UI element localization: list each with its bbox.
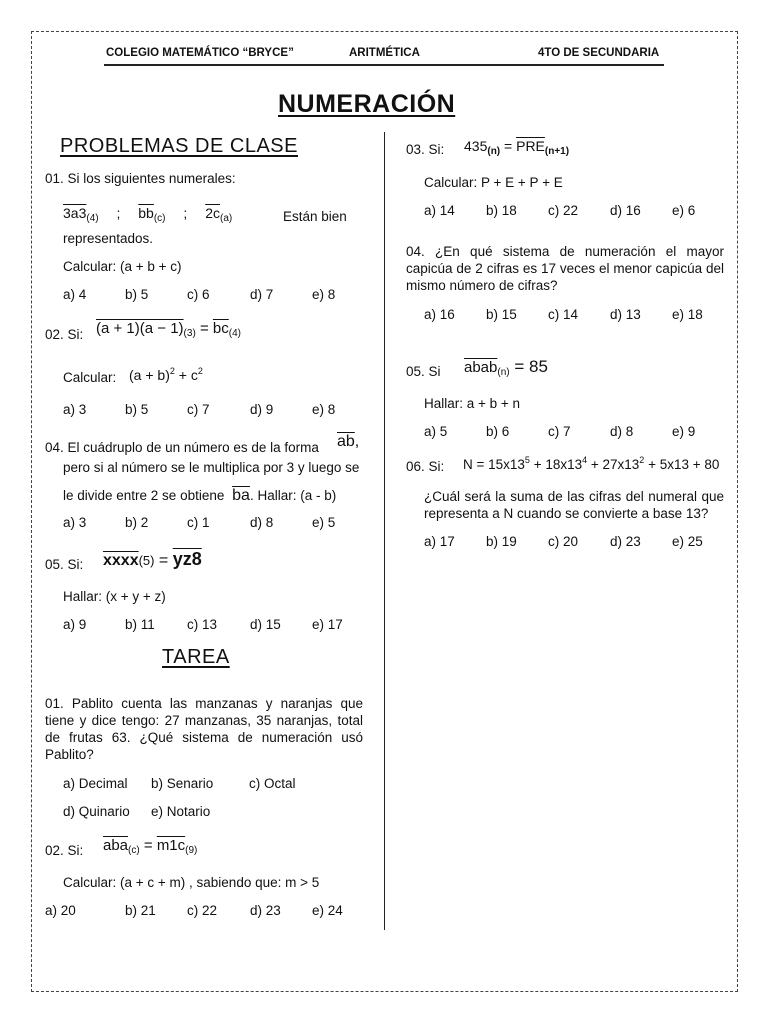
grade-level: 4TO DE SECUNDARIA bbox=[538, 47, 660, 59]
p03-opt-a: a) 14 bbox=[424, 203, 455, 218]
p02-opt-b: b) 5 bbox=[125, 402, 149, 417]
p04-opt-d: d) 8 bbox=[250, 515, 274, 530]
pr05-opt-d: d) 8 bbox=[610, 424, 634, 439]
header-rule bbox=[104, 64, 664, 66]
pr04-opt-a: a) 16 bbox=[424, 307, 455, 322]
p06-opt-e: e) 25 bbox=[672, 534, 703, 549]
p06-opt-a: a) 17 bbox=[424, 534, 455, 549]
pr05-opt-c: c) 7 bbox=[548, 424, 571, 439]
problem-02-calc: Calcular: bbox=[63, 370, 117, 385]
p02-opt-e: e) 8 bbox=[312, 402, 336, 417]
p02-opt-a: a) 3 bbox=[63, 402, 87, 417]
p01-opt-b: b) 5 bbox=[125, 287, 149, 302]
problem-01-tail: Están bien bbox=[283, 209, 347, 224]
p04-opt-a: a) 3 bbox=[63, 515, 87, 530]
p02-opt-c: c) 7 bbox=[187, 402, 210, 417]
h01-opt-d: d) Quinario bbox=[63, 804, 130, 819]
p05-opt-e: e) 17 bbox=[312, 617, 343, 632]
p01-opt-a: a) 4 bbox=[63, 287, 87, 302]
p04-opt-e: e) 5 bbox=[312, 515, 336, 530]
problem-02-calc-expr: $(a + b)^2 + c^2$ bbox=[129, 366, 203, 383]
problem-05-find: Hallar: (x + y + z) bbox=[63, 589, 166, 604]
p01-opt-e: e) 8 bbox=[312, 287, 336, 302]
pr05-opt-a: a) 5 bbox=[424, 424, 448, 439]
school-name: COLEGIO MATEMÁTICO “BRYCE” bbox=[106, 47, 294, 59]
h02-opt-d: d) 23 bbox=[250, 903, 281, 918]
h02-opt-b: b) 21 bbox=[125, 903, 156, 918]
problem-06-label: 06. Si: bbox=[406, 459, 445, 474]
p01-opt-c: c) 6 bbox=[187, 287, 210, 302]
p04-opt-c: c) 1 bbox=[187, 515, 210, 530]
problem-03-calc: Calcular: P + E + P + E bbox=[424, 175, 563, 190]
problem-04-line1: 04. El cuádruplo de un número es de la forma bbox=[45, 440, 319, 455]
p04-opt-b: b) 2 bbox=[125, 515, 149, 530]
homework-02-label: 02. Si: bbox=[45, 843, 84, 858]
section-class-problems: PROBLEMAS DE CLASE bbox=[60, 135, 298, 157]
section-homework: TAREA bbox=[162, 646, 230, 668]
problem-03-label: 03. Si: bbox=[406, 142, 445, 157]
problem-r05-label: 05. Si bbox=[406, 364, 441, 379]
problem-02-expr: $(a + 1)(a - 1)_{(3)} = \overline{bc}_{(4)}$ bbox=[96, 320, 241, 339]
pr04-opt-c: c) 14 bbox=[548, 307, 579, 322]
p06-opt-c: c) 20 bbox=[548, 534, 579, 549]
homework-02-calc: Calcular: (a + c + m) , sabiendo que: m > 5 bbox=[63, 875, 320, 890]
problem-03-expr: $435_{(n)} = \overline{PRE}_{(n+1)}$ bbox=[464, 138, 570, 157]
problem-02-label: 02. Si: bbox=[45, 327, 84, 342]
problem-r05-find: Hallar: a + b + n bbox=[424, 396, 521, 411]
problem-01-numerals: $3a3_{(4)}$ ; $\overline{bb}_{(c)}$ ; $2c_{(a)}$ bbox=[63, 205, 233, 224]
p05-opt-a: a) 9 bbox=[63, 617, 87, 632]
problem-r04-text: 04. ¿En qué sistema de numeración el mayor capicúa de 2 cifras es 17 veces el menor capicúa del mismo número de cifras? bbox=[406, 244, 724, 293]
h02-opt-c: c) 22 bbox=[187, 903, 218, 918]
p06-opt-b: b) 19 bbox=[486, 534, 517, 549]
h01-opt-b: b) Senario bbox=[151, 776, 214, 791]
p03-opt-b: b) 18 bbox=[486, 203, 517, 218]
pr04-opt-e: e) 18 bbox=[672, 307, 703, 322]
problem-01-tail2: representados. bbox=[63, 231, 154, 246]
course-name: ARITMÉTICA bbox=[349, 47, 420, 59]
problem-05-label: 05. Si: bbox=[45, 557, 84, 572]
problem-04-line2: pero si al número se le multiplica por 3 y luego se bbox=[63, 460, 360, 475]
h02-opt-a: a) 20 bbox=[45, 903, 76, 918]
p03-opt-d: d) 16 bbox=[610, 203, 641, 218]
h01-opt-c: c) Octal bbox=[249, 776, 296, 791]
pr04-opt-d: d) 13 bbox=[610, 307, 641, 322]
p02-opt-d: d) 9 bbox=[250, 402, 274, 417]
p03-opt-c: c) 22 bbox=[548, 203, 579, 218]
p01-opt-d: d) 7 bbox=[250, 287, 274, 302]
pr05-opt-e: e) 9 bbox=[672, 424, 696, 439]
problem-01-intro: 01. Si los siguientes numerales: bbox=[45, 171, 236, 186]
p03-opt-e: e) 6 bbox=[672, 203, 696, 218]
h01-opt-a: a) Decimal bbox=[63, 776, 128, 791]
pr05-opt-b: b) 6 bbox=[486, 424, 510, 439]
homework-01-text: 01. Pablito cuenta las manzanas y naranjas que tiene y dice tengo: 27 manzanas, 35 naranjas, total de frutas 63. ¿Qué sistema de numeración usó Pablito? bbox=[45, 696, 363, 762]
problem-05-expr: xxxx(5) = yz8 bbox=[103, 549, 202, 569]
homework-02-expr: $\overline{aba}_{(c)} = m1c_{(9)}$ bbox=[103, 837, 198, 856]
problem-04-ab: $\overline{ab}$, bbox=[337, 433, 360, 450]
problem-06-text: ¿Cuál será la suma de las cifras del numeral que representa a N cuando se convierte a base 13? bbox=[424, 489, 724, 521]
p05-opt-c: c) 13 bbox=[187, 617, 218, 632]
problem-06-expr: $N = 15x13^5 + 18x13^4 + 27x13^2 + 5x13 + 80$ bbox=[463, 455, 720, 472]
problem-01-calc: Calcular: (a + b + c) bbox=[63, 259, 182, 274]
h02-opt-e: e) 24 bbox=[312, 903, 343, 918]
p05-opt-d: d) 15 bbox=[250, 617, 281, 632]
h01-opt-e: e) Notario bbox=[151, 804, 211, 819]
pr04-opt-b: b) 15 bbox=[486, 307, 517, 322]
problem-r05-expr: abab$_{(n)}$ = 85 bbox=[464, 357, 548, 378]
p05-opt-b: b) 11 bbox=[125, 617, 155, 632]
column-divider bbox=[384, 132, 385, 930]
page-title: NUMERACIÓN bbox=[278, 90, 456, 118]
p06-opt-d: d) 23 bbox=[610, 534, 641, 549]
problem-04-line3: le divide entre 2 se obtiene $\overline{ba}$. Hallar: (a - b) bbox=[63, 487, 337, 504]
